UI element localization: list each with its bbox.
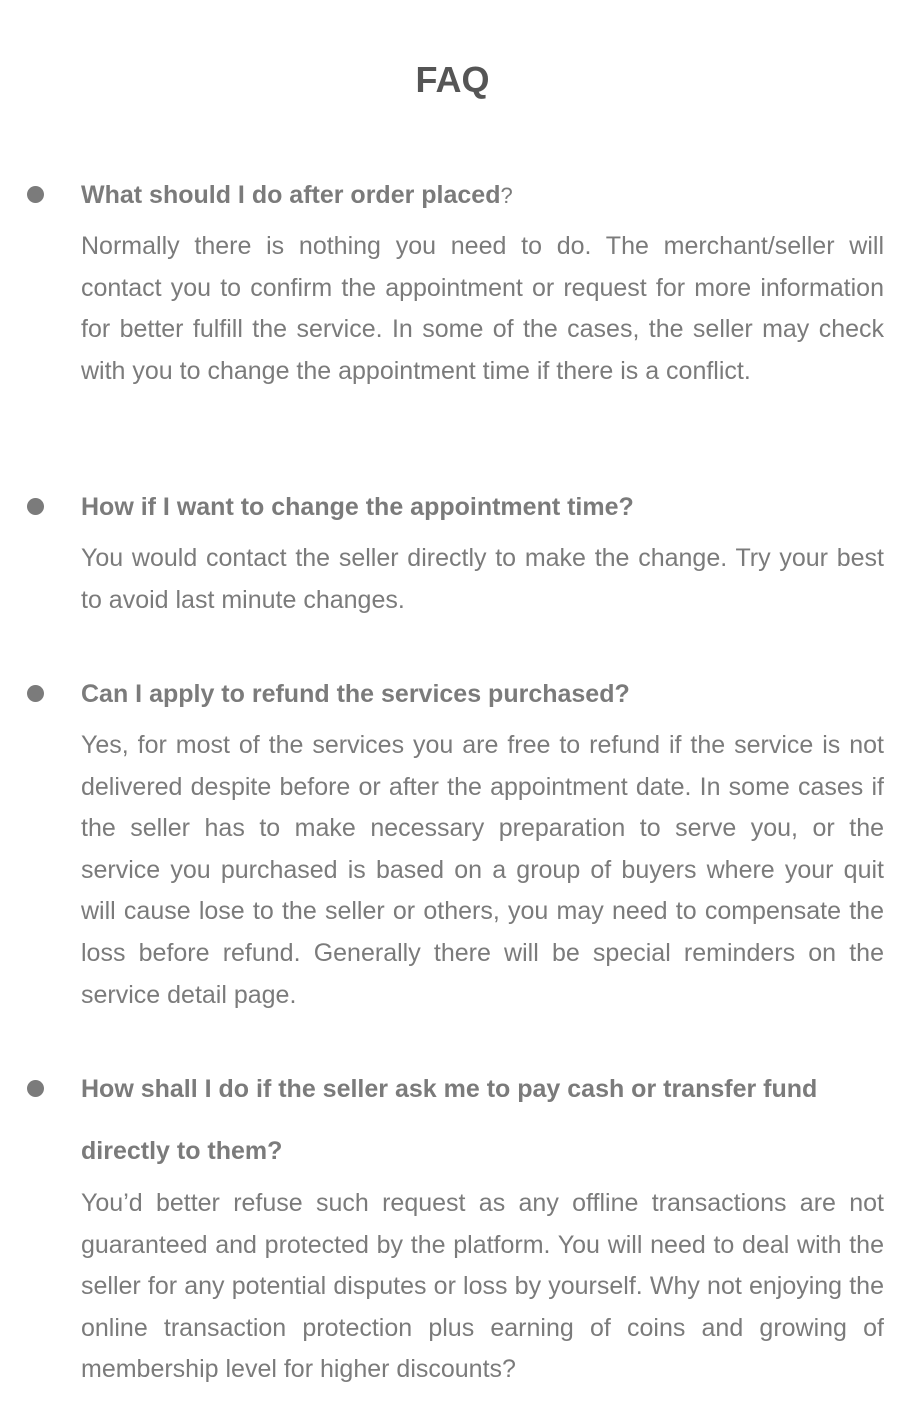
bullet-dot-icon <box>27 498 44 515</box>
faq-answer: You’d better refuse such request as any offline transactions are not guaranteed and protected by the platform. You will need to deal with the seller for any potential disputes or loss by yourself. Why not enjoying the online transaction protection plus earning of coins and growing of membership level for higher discounts? <box>81 1189 884 1384</box>
faq-question-text: What should I do after order placed <box>81 181 501 209</box>
faq-question: How shall I do if the seller ask me to pay cash or transfer fund directly to them? <box>81 1075 818 1165</box>
bullet-dot-icon <box>27 685 44 702</box>
faq-answer: Normally there is nothing you need to do. The merchant/seller will contact you to confirm the appointment or request for more information for better fulfill the service. In some of the cases, the seller may check with you to change the appointment time if there is a conflict. <box>81 232 884 385</box>
faq-question <box>81 164 884 227</box>
faq-answer: Yes, for most of the services you are free to refund if the service is not delivered despite before or after the appointment date. In some cases if the seller has to make necessary preparation to serve you, or the service you purchased is based on a group of buyers where your quit will cause lose to the seller or others, you may need to compensate the loss before refund. Generally there will be special reminders on the service detail page. <box>81 731 884 1009</box>
bullet-dot-icon <box>27 1080 44 1097</box>
bullet-dot-icon <box>27 186 44 203</box>
faq-question: Can I apply to refund the services purchased? <box>81 680 630 708</box>
page-title: FAQ <box>415 59 490 100</box>
faq-question-mark: ? <box>500 183 513 208</box>
faq-answer: You would contact the seller directly to make the change. Try your best to avoid last minute changes. <box>81 544 884 614</box>
faq-question: How if I want to change the appointment time? <box>81 493 634 521</box>
